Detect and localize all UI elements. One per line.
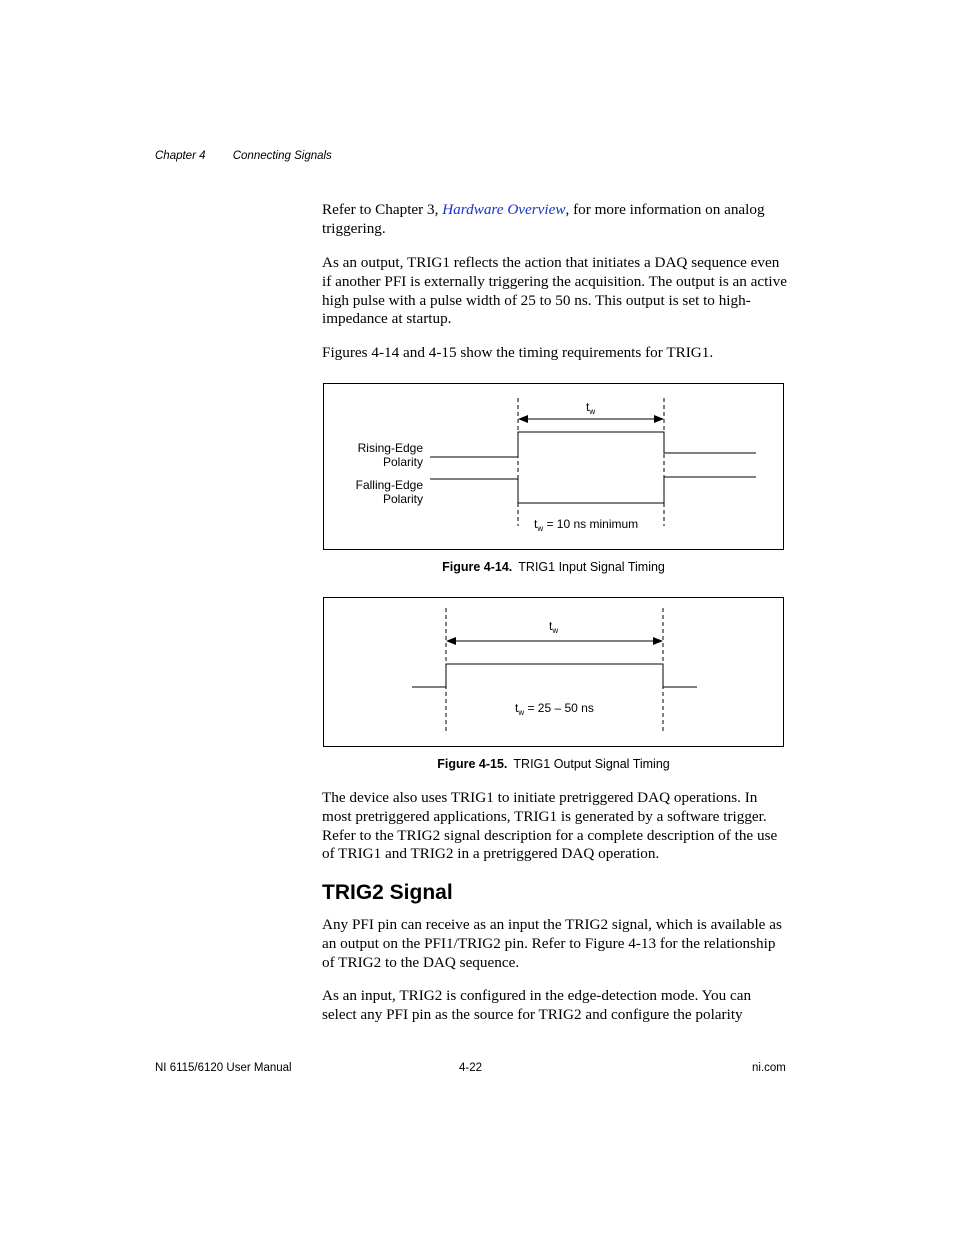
trig1-input-timing-svg	[324, 384, 785, 549]
chapter-label: Chapter 4	[155, 150, 206, 162]
rising-edge-label: Rising-Edge	[357, 441, 423, 455]
figure-4-14-number: Figure 4-14.	[442, 560, 513, 574]
minimum-width-note: $t_w = 10$ ns minimum	[534, 517, 639, 533]
pulse-width-note: $t_w = 25 - 50$ ns	[515, 701, 594, 717]
footer-page-number: 4-22	[459, 1062, 483, 1074]
falling-edge-waveform	[430, 477, 756, 503]
figure-4-15-title: TRIG1 Output Signal Timing	[513, 757, 670, 771]
figure-4-15-caption	[323, 757, 784, 771]
p1-text-before: Refer to Chapter 3,	[322, 201, 443, 218]
figure-4-15-number: Figure 4-15.	[437, 757, 508, 771]
paragraph-figures-intro: Figures 4-14 and 4-15 show the timing requirements for TRIG1.	[322, 344, 714, 361]
figure-4-14-diagram	[323, 383, 784, 550]
paragraph-trig1-output: As an output, TRIG1 reflects the action that initiates a DAQ sequence even if another PFI is externally triggering the acquisition. The output is an active high pulse with a pulse width of 25 to 50 ns. This output is set to high-impedance at startup.	[322, 254, 787, 328]
hardware-overview-link[interactable]: Hardware Overview	[442, 201, 566, 218]
footer-manual-title: NI 6115/6120 User Manual	[155, 1062, 292, 1074]
trig1-output-timing-svg	[324, 598, 785, 746]
running-header	[155, 150, 332, 162]
section-heading-trig2: TRIG2 Signal	[322, 881, 453, 904]
paragraph-trig2-input: Any PFI pin can receive as an input the TRIG2 signal, which is available as an output on the PFI1/TRIG2 pin. Refer to Figure 4-13 for the relationship of TRIG2 to the DAQ sequence.	[322, 916, 782, 971]
output-pulse-waveform	[412, 664, 697, 687]
paragraph-pretriggered: The device also uses TRIG1 to initiate pretriggered DAQ operations. In most pretriggered applications, TRIG1 is generated by a software trigger. Refer to the TRIG2 signal description for a complete description of the use of TRIG1 and TRIG2 in a pretriggered DAQ operation.	[322, 789, 778, 863]
falling-polarity-label: Polarity	[382, 492, 423, 506]
figure-4-15-diagram	[323, 597, 784, 747]
falling-edge-label: Falling-Edge	[355, 478, 423, 492]
footer-website: ni.com	[752, 1062, 786, 1074]
figure-4-14-title: TRIG1 Input Signal Timing	[518, 560, 665, 574]
paragraph-trig2-edge-detection: As an input, TRIG2 is configured in the edge-detection mode. You can select any PFI pin as the source for TRIG2 and configure the polarity	[322, 987, 752, 1023]
p1-text-after: , for more information on analog triggering.	[322, 201, 765, 237]
rising-edge-waveform	[430, 432, 756, 457]
figure-4-14-caption	[323, 560, 784, 574]
tw-label: $t_w$	[586, 400, 596, 416]
section-label: Connecting Signals	[232, 150, 332, 162]
paragraph-analog-triggering	[322, 201, 788, 239]
rising-polarity-label: Polarity	[382, 455, 423, 469]
tw-label: $t_w$	[549, 619, 559, 635]
